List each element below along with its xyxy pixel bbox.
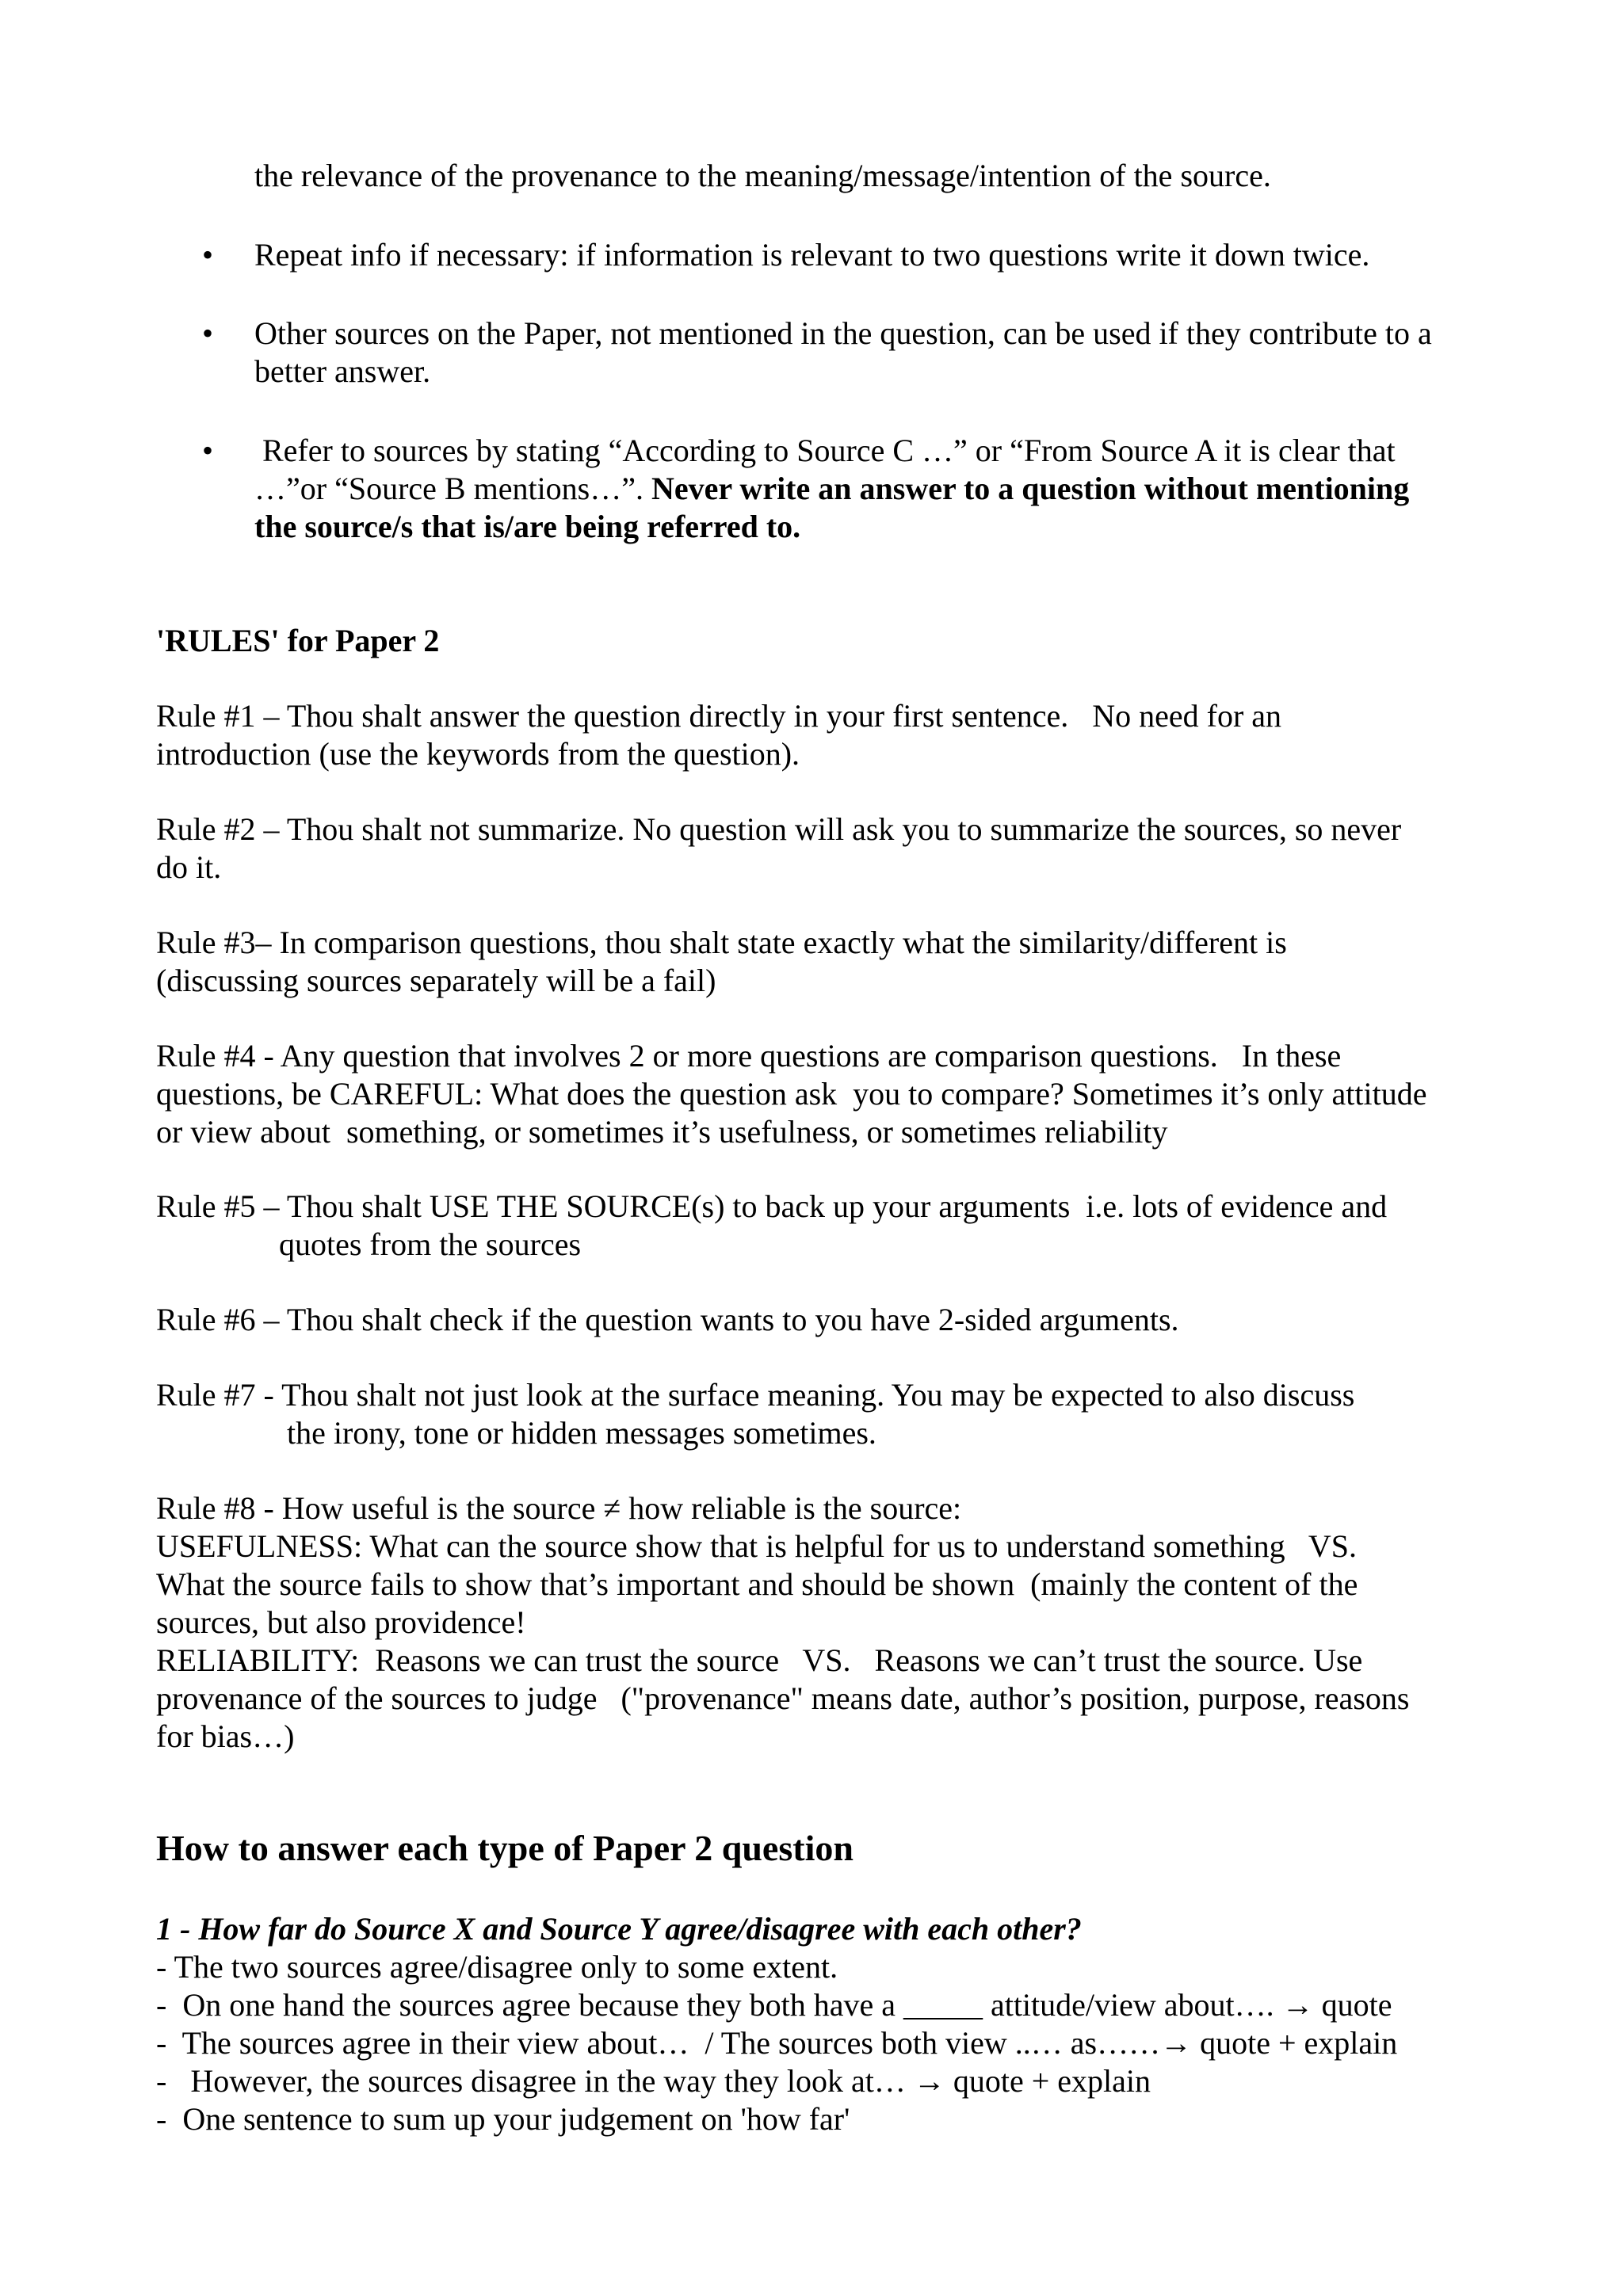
rule-3-text: (discussing sources separately will be a fail) bbox=[156, 963, 716, 998]
bullet-2-text: better answer. bbox=[254, 353, 431, 389]
bullet-3-plain: …”or “Source B mentions…”. bbox=[254, 471, 651, 506]
question-1-title: 1 - How far do Source X and Source Y agree/disagree with each other? bbox=[156, 1911, 1082, 1947]
bullet-1-text: Repeat info if necessary: if information is relevant to two questions write it down twice. bbox=[254, 237, 1370, 273]
rule-7-text: the irony, tone or hidden messages sometimes. bbox=[287, 1415, 876, 1451]
bullet-3-emphasis: the source/s that is/are being referred to. bbox=[254, 509, 801, 544]
rule-3-text: Rule #3– In comparison questions, thou shalt state exactly what the similarity/different is bbox=[156, 925, 1287, 960]
rule-5-text: Rule #5 – Thou shalt USE THE SOURCE(s) to back up your arguments i.e. lots of evidence and bbox=[156, 1188, 1388, 1224]
bullet-3-text: Refer to sources by stating “According to Source C …” or “From Source A it is clear that bbox=[254, 433, 1396, 468]
rule-5-text: quotes from the sources bbox=[279, 1226, 582, 1262]
rule-8-text: sources, but also providence! bbox=[156, 1604, 526, 1640]
rule-2-text: do it. bbox=[156, 849, 222, 885]
rule-1-text: Rule #1 – Thou shalt answer the question directly in your first sentence. No need for an bbox=[156, 698, 1282, 734]
question-1-line: - One sentence to sum up your judgement on 'how far' bbox=[156, 2101, 850, 2137]
question-1-line: - The two sources agree/disagree only to some extent. bbox=[156, 1949, 838, 1985]
rule-6-text: Rule #6 – Thou shalt check if the question wants to you have 2-sided arguments. bbox=[156, 1302, 1179, 1337]
rule-2-text: Rule #2 – Thou shalt not summarize. No question will ask you to summarize the sources, so never bbox=[156, 811, 1402, 847]
rule-8-text: for bias…) bbox=[156, 1718, 295, 1754]
question-1-line: - On one hand the sources agree because they both have a _____ attitude/view about…. → quote bbox=[156, 1987, 1392, 2023]
rule-8-text: RELIABILITY: Reasons we can trust the source VS. Reasons we can’t trust the source. Use bbox=[156, 1642, 1363, 1678]
rule-1-text: introduction (use the keywords from the question). bbox=[156, 736, 800, 772]
bullet-icon: • bbox=[202, 433, 214, 468]
bullet-3-text bbox=[254, 470, 1602, 508]
rule-7-text: Rule #7 - Thou shalt not just look at the surface meaning. You may be expected to also discuss bbox=[156, 1377, 1355, 1413]
intro-line: the relevance of the provenance to the meaning/message/intention of the source. bbox=[254, 158, 1271, 193]
question-1-line: - The sources agree in their view about… / The sources both view ..… as……→ quote + explain bbox=[156, 2025, 1398, 2061]
rules-heading: 'RULES' for Paper 2 bbox=[156, 623, 440, 658]
rule-8-text: USEFULNESS: What can the source show that is helpful for us to understand something VS. bbox=[156, 1528, 1358, 1564]
rule-4-text: questions, be CAREFUL: What does the question ask you to compare? Sometimes it’s only attitude bbox=[156, 1076, 1427, 1112]
bullet-3-emphasis: Never write an answer to a question without mentioning bbox=[651, 471, 1410, 506]
question-1-line: - However, the sources disagree in the way they look at… → quote + explain bbox=[156, 2063, 1151, 2099]
rule-8-text: provenance of the sources to judge ("provenance" means date, author’s position, purpose, reasons bbox=[156, 1680, 1410, 1716]
bullet-icon: • bbox=[202, 315, 214, 351]
rule-8-text: Rule #8 - How useful is the source ≠ how reliable is the source: bbox=[156, 1490, 962, 1526]
rule-8-text: What the source fails to show that’s important and should be shown (mainly the content of the bbox=[156, 1566, 1358, 1602]
bullet-2-text: Other sources on the Paper, not mentioned in the question, can be used if they contribute to a bbox=[254, 315, 1432, 351]
bullet-icon: • bbox=[202, 237, 214, 273]
section-heading: How to answer each type of Paper 2 question bbox=[156, 1828, 854, 1868]
rule-4-text: Rule #4 - Any question that involves 2 or more questions are comparison questions. In these bbox=[156, 1038, 1342, 1074]
rule-4-text: or view about something, or sometimes it’s usefulness, or sometimes reliability bbox=[156, 1114, 1168, 1150]
